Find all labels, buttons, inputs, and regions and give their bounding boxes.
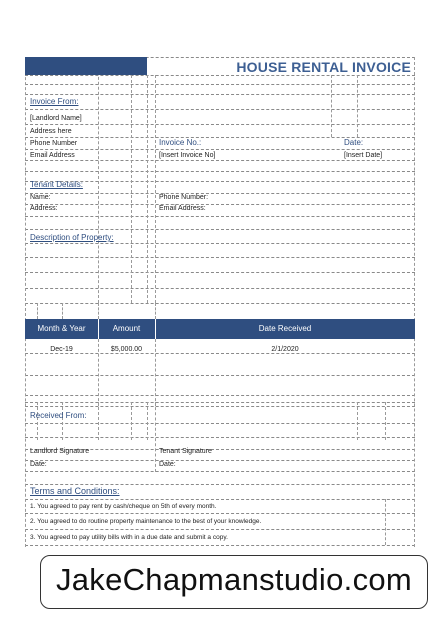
received-from-heading: Received From: [30,411,87,420]
watermark-text: JakeChapmanstudio.com [55,562,413,597]
watermark-box [40,555,428,609]
grid-column-line [147,402,148,440]
landlord-email: Email Address [30,152,75,159]
terms-heading: Terms and Conditions: [30,486,120,496]
grid-column-line [385,402,386,440]
grid-line [25,545,415,546]
row-month: Dec-19 [50,346,73,353]
terms-item: 3. You agreed to pay utility bills with in a due date and submit a copy. [30,534,228,541]
grid-line [25,171,415,172]
tenant-signature-date: Date: [159,461,176,468]
grid-column-line [25,57,26,547]
date-value: [Insert Date] [344,152,383,159]
tenant-name-label: Name: [30,194,51,201]
grid-column-line [155,303,156,319]
col-amount: Amount [112,324,141,333]
grid-column-line [131,75,132,303]
invoice-sheet [25,57,415,547]
tenant-signature-label: Tenant Signature [159,448,212,455]
grid-line [25,216,415,217]
col-date-received: Date Received [258,324,312,333]
invoice-title: HOUSE RENTAL INVOICE [236,59,411,75]
grid-column-line [98,303,99,319]
header-divider [155,319,156,339]
invoice-no-value: [Insert Invoice No] [159,152,216,159]
grid-line [25,375,415,376]
date-label: Date: [344,138,364,147]
grid-line [25,160,415,161]
grid-line [25,499,415,500]
grid-column-line [62,303,63,319]
grid-column-line [385,499,386,545]
invoice-from-heading: Invoice From: [30,97,79,106]
grid-column-line [62,402,63,440]
grid-line [25,193,415,194]
grid-line [25,272,415,273]
landlord-name: [Landlord Name] [30,115,82,122]
grid-column-line [37,402,38,440]
terms-item: 2. You agreed to do routine property maintenance to the best of your knowledge. [30,518,262,525]
grid-line [25,229,415,230]
landlord-phone: Phone Number [30,140,78,147]
grid-column-line [331,75,332,137]
grid-column-line [357,75,358,137]
header-accent-bar [25,57,147,75]
grid-column-line [37,303,38,319]
grid-line [25,484,415,485]
grid-column-line [155,75,156,303]
invoice-no-label: Invoice No.: [159,138,202,147]
grid-column-line [155,402,156,472]
grid-line [25,257,415,258]
grid-column-line [131,402,132,440]
grid-column-line [98,402,99,440]
grid-line [25,288,415,289]
grid-line [25,460,415,461]
grid-column-line [414,57,415,547]
grid-line [25,181,415,182]
grid-line [25,243,415,244]
terms-item: 1. You agreed to pay rent by cash/cheque on 5th of every month. [30,503,217,510]
row-date-received: 2/1/2020 [271,346,299,353]
grid-line [25,149,415,150]
grid-line [25,395,415,396]
property-heading: Description of Property: [30,233,114,242]
grid-column-line [98,57,99,303]
grid-line [25,513,415,514]
tenant-address-label: Address: [30,205,58,212]
header-divider [98,319,99,339]
grid-line [25,303,415,304]
grid-line [25,529,415,530]
tenant-phone-label: Phone Number: [159,194,209,201]
landlord-address: Address here [30,128,72,135]
landlord-signature-date: Date: [30,461,47,468]
grid-column-line [147,75,148,303]
grid-column-line [357,402,358,440]
row-amount: $5,000.00 [110,346,143,353]
tenant-details-heading: Tenant Details: [30,180,83,189]
col-month-year: Month & Year [37,324,86,333]
landlord-signature-label: Landlord Signature [30,448,90,455]
tenant-email-label: Email Address: [159,205,206,212]
grid-line [25,471,415,472]
grid-line [25,204,415,205]
